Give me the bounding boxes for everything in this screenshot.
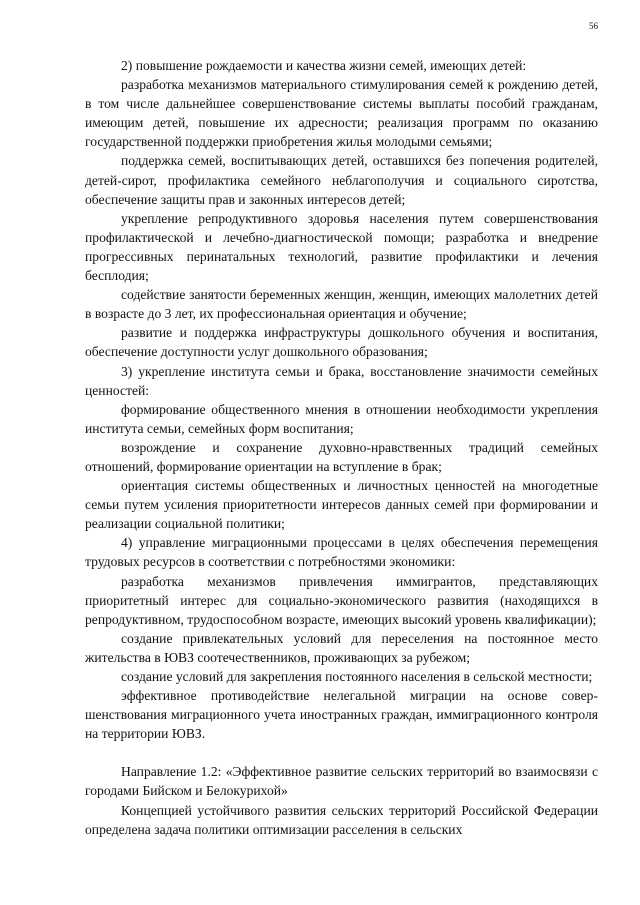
paragraph-traditions: возрождение и сохранение духовно-нравственных традиций семейных отношений, формирование ориентации на вступление в брак; [85, 439, 598, 474]
paragraph-immigrants: разработка механизмов привлечения иммигрантов, представляющих приоритетный интерес для социально-экономического развития (находящихся в репродуктивном, трудоспособном возрасте, имеющих высокий уровень квалификации); [85, 573, 598, 627]
paragraph-public-opinion: формирование общественного мнения в отношении необходимости укрепления института семьи, семейных форм воспитания; [85, 401, 598, 436]
paragraph-list-item-3: 3) укрепление института семьи и брака, восстановление значимости семейных ценностей: [85, 363, 598, 398]
paragraph-rural-concept: Концепцией устойчивого развития сельских территорий Российской Федерации определена задача политики оптимизации расселения в сельских [85, 802, 598, 837]
section-heading-direction-1-2: Направление 1.2: «Эффективное развитие сельских территорий во взаимосвязи с городами Бийском и Белокурихой» [85, 764, 598, 799]
paragraph-list-item-2: 2) повышение рождаемости и качества жизни семей, имеющих детей: [121, 58, 527, 73]
page-number: 56 [589, 21, 598, 31]
paragraph-family-support: поддержка семей, воспитывающих детей, оставшихся без попечения родителей, детей-сирот, профилактика семейного неблагополучия и социального сиротства, обеспечение защиты прав и законных интересов детей; [85, 153, 598, 207]
paragraph-preschool-infrastructure: развитие и поддержка инфраструктуры дошкольного обучения и воспитания, обеспечение доступности услуг дошкольного образования; [85, 325, 598, 360]
paragraph-large-families: ориентация системы общественных и личностных ценностей на многодетные семьи путем усиления приоритетности интересов данных семей при формировании и реализации социальной политики; [85, 478, 598, 532]
paragraph-resettlement: создание привлекательных условий для переселения на постоянное место жительства в ЮВЗ соотечественников, проживающих за рубежом; [85, 630, 598, 665]
paragraph-rural-population: создание условий для закрепления постоянного населения в сельской местности; [121, 669, 593, 684]
paragraph-reproductive-health: укрепление репродуктивного здоровья населения путем совершенствования профилактической и лечебно-диагностической помощи; разработка и внедрение прогрессивных перинатальных технологий, развитие профилактики и лечения бесплодия; [85, 210, 598, 284]
paragraph-illegal-migration: эффективное противодействие нелегальной миграции на основе совершенствования миграционного учета иностранных граждан, иммиграционного контроля на территории ЮВЗ. [85, 688, 598, 742]
body-text [85, 56, 598, 839]
paragraph-list-item-4: 4) управление миграционными процессами в целях обеспечения перемещения трудовых ресурсов в соответствии с потребностями экономики: [85, 535, 598, 570]
paragraph-employment-assistance: содействие занятости беременных женщин, женщин, имеющих малолетних детей в возрасте до 3 лет, их профессиональная ориентация и обучение; [85, 287, 598, 322]
paragraph-stimulation-mechanisms: разработка механизмов материального стимулирования семей к рождению детей, в том числе дальнейшее совершенствование системы выплаты пособий гражданам, имеющим детей, повышение их адресности; реализация программ по оказанию государственной поддержки приобретения жилья молодыми семьями; [85, 77, 598, 150]
